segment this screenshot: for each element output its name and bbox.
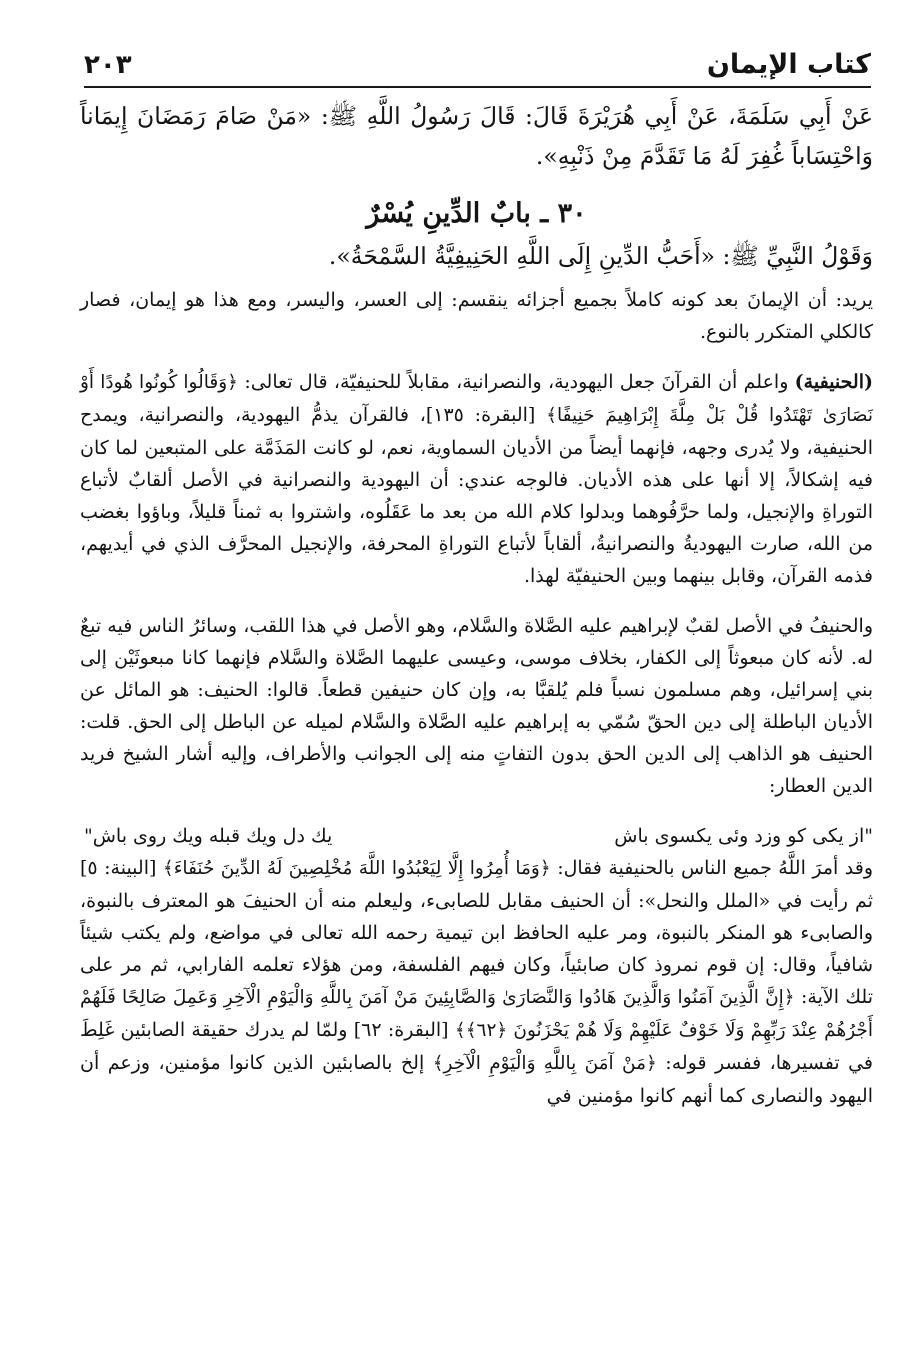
paragraph-4-text-c: [البقرة: ٦٢] ولمّا لم يدرك حقيقة الصابئين غَلِطَ في تفسيرها، ففسر قوله: <box>80 1019 873 1074</box>
paragraph-4-text-b: [البينة: ٥] ثم رأيت في «الملل والنحل»: أن الحنيف مقابل للصابىء، وليعلم منه أن الحنيفَ هو المعترف بالنبوة، والصابىء هو المنكر بالنبوة، ومر عليه الحافظ ابن تيمية رحمه الله تعالى في مواضع، ولم يكتب شيئاً شافياً، وقال: إن قوم نمروذ كان صابئياً، وكان فيهم الفلسفة، ومن هؤلاء تعلمه الفارابي، ثم مر على تلك الآية: <box>80 857 873 1008</box>
page-number: ٢٠٣ <box>84 50 132 80</box>
quran-verse-baqara-135: ﴿وَقَالُوا كُونُوا هُودًا أَوْ نَصَارَىٰ تَهْتَدُوا قُلْ بَلْ مِلَّةَ إِبْرَاهِيمَ حَنِيفًا﴾ <box>80 372 873 426</box>
chapter-title: ٣٠ ـ بابٌ الدِّينِ يُسْرٌ <box>366 198 587 229</box>
quran-verse-baqara-62: ﴿إِنَّ الَّذِينَ آمَنُوا وَالَّذِينَ هَادُوا وَالنَّصَارَىٰ وَالصَّابِئِينَ مَنْ آمَنَ بِاللَّهِ وَالْيَوْمِ الْآخِرِ وَعَمِلَ صَالِحًا فَلَهُمْ أَجْرُهُمْ عِنْدَ رَبِّهِمْ وَلَا خَوْفٌ عَلَيْهِمْ وَلَا هُمْ يَحْزَنُونَ ﴿٦٢﴾﴾ <box>80 987 873 1041</box>
persian-verse-left: يك دل ويك قبله ويك روى باش" <box>84 825 333 847</box>
hanifiyya-term: (الحنيفية) <box>794 371 873 393</box>
paragraph-2-text-a: واعلم أن القرآنَ جعل اليهودية، والنصرانية، مقابلاً للحنيفيّة، قال تعالى: <box>238 371 795 393</box>
hadith-text: عَنْ أَبِي سَلَمَةَ، عَنْ أَبِي هُرَيْرَةَ قَالَ: قَالَ رَسُولُ اللَّهِ ﷺ: «مَنْ صَامَ رَمَضَانَ إِيمَاناً وَاحْتِسَاباً غُفِرَ لَهُ مَا تَقَدَّمَ مِنْ ذَنْبِهِ». <box>80 102 873 170</box>
commentary-paragraph-1: يريد: أن الإيمانَ بعد كونه كاملاً بجميع أجزائه ينقسم: إلى العسر، واليسر، ومع هذا هو إيمان، فصار كالكلي المتكرر بالنوع. <box>80 289 873 343</box>
chapter-subtitle: وَقَوْلُ النَّبِيِّ ﷺ: «أَحَبُّ الدِّينِ إِلَى اللَّهِ الحَنِيفِيَّةُ السَّمْحَةُ». <box>328 242 873 270</box>
commentary-paragraph-4 <box>80 852 873 1112</box>
page-body <box>80 96 873 1112</box>
page-header <box>84 38 871 88</box>
paragraph-4-text-d: إلخ بالصابئين الذين كانوا مؤمنين، وزعم أن اليهود والنصارى كما أنهم كانوا مؤمنين في <box>80 1052 873 1107</box>
paragraph-2-text-b: [البقرة: ١٣٥]، فالقرآن يذمُّ اليهودية، والنصرانية، ويمدح الحنيفية، ولا يُدرى وجهه، فإنهما أيضاً من الأديان السماوية، نعم، لو كانت المَذَمَّة على المتبعين لما كان فيه إشكالاً، إلا أنها على هذه الأديان. فالوجه عندي: أن اليهودية والنصرانية في الأصل ألقابٌ لأتباع التوراةِ والإنجيل، ولما حرَّفُوهما وبدلوا كلام الله من بعد ما عَقَلُوه، واشتروا به ثمناً قليلاً، وباؤوا بغضب من الله، صارت اليهوديةُ والنصرانيةُ، ألقاباً لأتباع التوراةِ المحرفة، والإنجيل المحرَّف الذي في أيديهم، فذمه القرآن، وقابل بينهما وبين الحنيفيّة لهذا. <box>80 404 874 587</box>
paragraph-4-text-a: وقد أمرَ اللَّهُ جميع الناس بالحنيفية فقال: <box>550 857 873 879</box>
persian-verse-right: "از يكى كو وزد وئى يكسوى باش <box>614 825 873 847</box>
commentary-paragraph-2 <box>80 366 873 592</box>
book-title: كتاب الإيمان <box>706 49 871 80</box>
quran-verse-fragment: ﴿مَنْ آمَنَ بِاللَّهِ وَالْيَوْمِ الْآخِرِ﴾ <box>432 1053 657 1074</box>
quran-verse-bayyina-5: ﴿وَمَا أُمِرُوا إِلَّا لِيَعْبُدُوا اللَّهَ مُخْلِصِينَ لَهُ الدِّينَ حُنَفَاءَ﴾ <box>162 858 551 879</box>
commentary-paragraph-3: والحنيفُ في الأصل لقبٌ لإبراهيم عليه الصَّلاة والسَّلام، وهو الأصل في هذا اللقب، وسائرُ الناس فيه تبعٌ له. لأنه كان مبعوثاً إلى الكفار، بخلاف موسى، وعيسى عليهما الصَّلاة والسَّلام فإنهما كانا مبعوثَيْن إلى بني إسرائيل، وهم مسلمون نسباً فلم يُلقبَّا به، وإن كان حنيفين قطعاً. قالوا: الحنيف: هو المائل عن الأديان الباطلة إلى دين الحقّ سُمّي به إبراهيم عليه الصَّلاة والسَّلام لميله عن الباطل إلى الحق. قلت: الحنيف هو الذاهب إلى الدين الحق بدون التفاتٍ منه إلى الجوانب والأطراف، وإليه أشار الشيخ فريد الدين العطار: <box>80 615 873 797</box>
persian-verse <box>80 820 873 852</box>
